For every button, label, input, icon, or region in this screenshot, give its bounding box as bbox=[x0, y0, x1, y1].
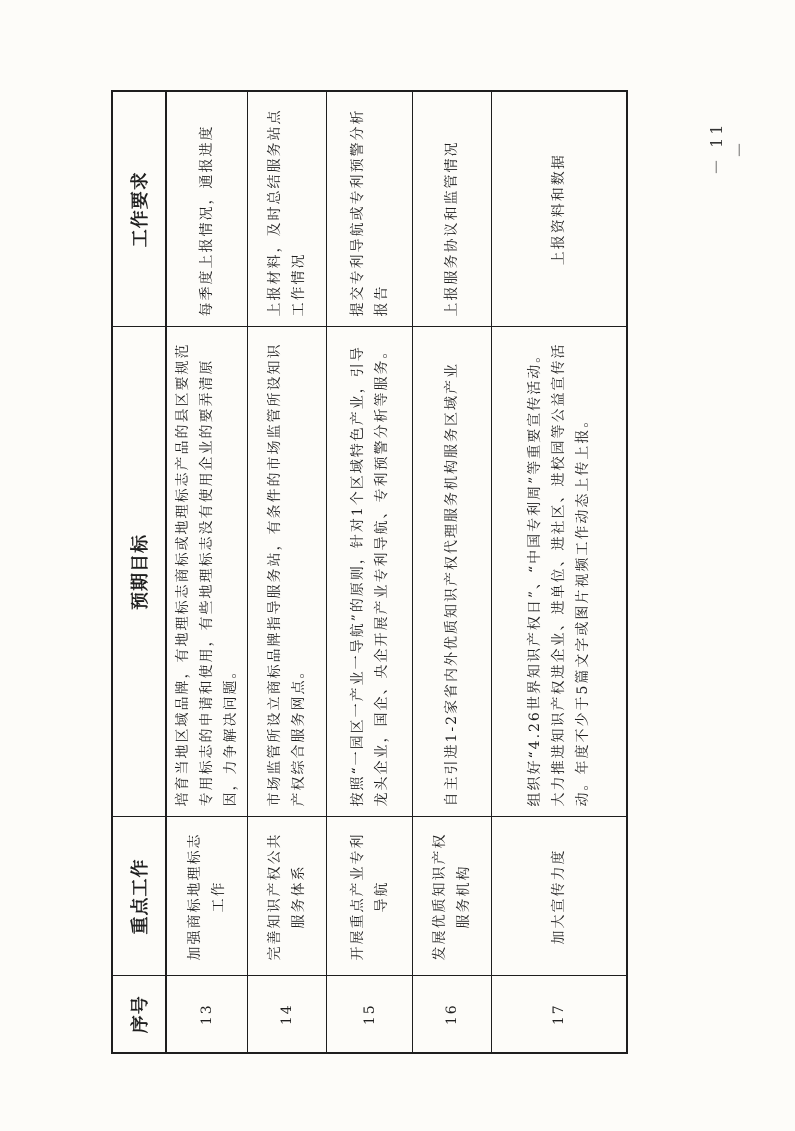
row-goal: 按照“一园区一产业一导航”的原则，针对1个区域特色产业，引导龙头企业，国企、央企开展产业专利导航、专利预警分析等服务。 bbox=[327, 327, 413, 817]
header-seq: 序号 bbox=[112, 976, 166, 1053]
table-row bbox=[492, 91, 627, 1053]
row-seq: 15 bbox=[327, 976, 413, 1053]
rotated-table-container bbox=[111, 92, 609, 1054]
row-task: 完善知识产权公共服务体系 bbox=[248, 817, 327, 976]
row-seq: 17 bbox=[492, 976, 627, 1053]
work-plan-table bbox=[111, 90, 628, 1054]
row-task: 加强商标地理标志工作 bbox=[166, 817, 248, 976]
row-goal: 自主引进1-2家省内外优质知识产权代理服务机构服务区域产业 bbox=[413, 327, 492, 817]
row-requirement: 上报资料和数据 bbox=[492, 91, 627, 327]
page-number: － 11 － bbox=[707, 121, 749, 175]
row-requirement: 上报材料，及时总结服务站点工作情况 bbox=[248, 91, 327, 327]
table-row bbox=[413, 91, 492, 1053]
table-row bbox=[327, 91, 413, 1053]
row-task: 加大宣传力度 bbox=[492, 817, 627, 976]
row-task: 开展重点产业专利导航 bbox=[327, 817, 413, 976]
row-requirement: 上报服务协议和监管情况 bbox=[413, 91, 492, 327]
header-task: 重点工作 bbox=[112, 817, 166, 976]
row-seq: 16 bbox=[413, 976, 492, 1053]
row-goal: 市场监管所设立商标品牌指导服务站，有条件的市场监管所设知识产权综合服务网点。 bbox=[248, 327, 327, 817]
table-header-row bbox=[112, 91, 166, 1053]
row-requirement: 提交专利导航或专利预警分析报告 bbox=[327, 91, 413, 327]
header-goal: 预期目标 bbox=[112, 327, 166, 817]
row-seq: 14 bbox=[248, 976, 327, 1053]
table-row bbox=[248, 91, 327, 1053]
table-row bbox=[166, 91, 248, 1053]
header-requirement: 工作要求 bbox=[112, 91, 166, 327]
row-goal: 组织好“4.26世界知识产权日”、“中国专利周”等重要宣传活动。大力推进知识产权进企业、进单位、进社区、进校园等公益宣传活动。年度不少于5篇文字或图片视频工作动态上传上报。 bbox=[492, 327, 627, 817]
row-requirement: 每季度上报情况，通报进度 bbox=[166, 91, 248, 327]
row-goal: 培育当地区域品牌，有地理标志商标或地理标志产品的县区要规范专用标志的申请和使用，有些地理标志没有使用企业的要弄清原因，力争解决问题。 bbox=[166, 327, 248, 817]
row-seq: 13 bbox=[166, 976, 248, 1053]
row-task: 发展优质知识产权服务机构 bbox=[413, 817, 492, 976]
